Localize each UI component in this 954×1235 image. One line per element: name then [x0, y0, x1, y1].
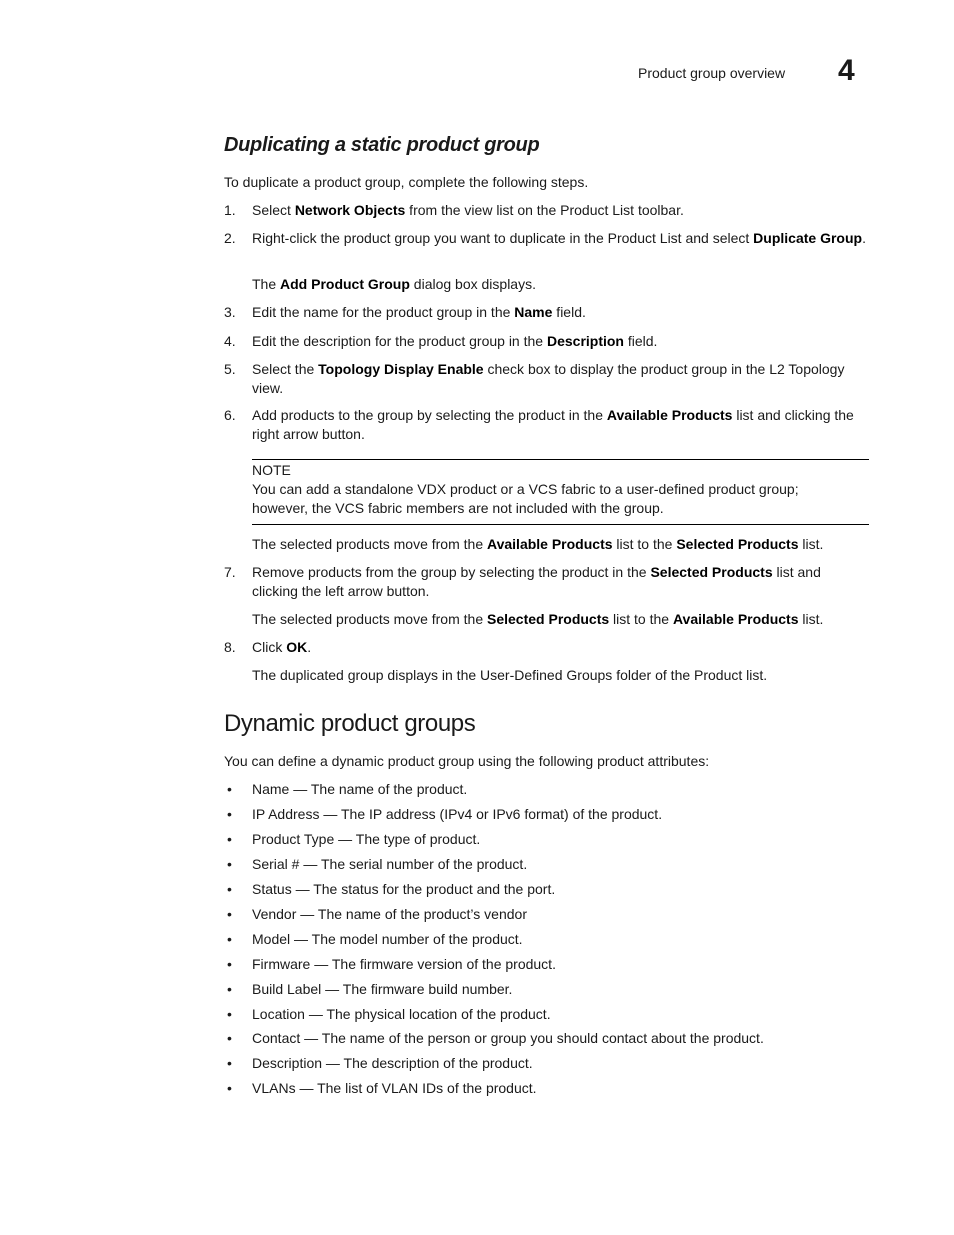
bullet-icon: •	[227, 906, 232, 922]
section-heading: Dynamic product groups	[224, 710, 476, 737]
bullet-icon: •	[227, 931, 232, 947]
step-number: 4.	[224, 333, 236, 349]
ui-term: Available Products	[672, 611, 799, 627]
bullet-icon: •	[227, 1030, 232, 1046]
ui-term: Topology Display Enable	[318, 361, 484, 377]
ui-term: Description	[546, 333, 624, 349]
ui-term: Available Products	[487, 536, 613, 552]
step-number: 7.	[224, 564, 236, 580]
ui-term: Selected Products	[487, 611, 610, 627]
step-text: Select the Topology Display Enable check box to display the product group in the L2 Topology view.	[252, 361, 845, 396]
step-text: Remove products from the group by selecting the product in the Selected Products list and clicking the left arrow button.	[252, 564, 821, 599]
note-text: You can add a standalone VDX product or a VCS fabric to a user-defined product group; however, the VCS fabric members are not included with the group.	[252, 481, 799, 516]
note-label: NOTE	[252, 462, 291, 478]
subsection-heading: Duplicating a static product group	[224, 134, 540, 156]
ui-term: Selected Products	[676, 536, 799, 552]
step-8-result: The duplicated group displays in the User-Defined Groups folder of the Product list.	[252, 667, 768, 683]
dynamic-intro: You can define a dynamic product group using the following product attributes:	[224, 753, 710, 769]
bullet-icon: •	[227, 1080, 232, 1096]
ui-term: Name	[514, 304, 553, 320]
ui-term: Network Objects	[294, 202, 406, 218]
bullet-icon: •	[227, 831, 232, 847]
step-7-result: The selected products move from the Selected Products list to the Available Products list.	[252, 611, 824, 627]
step-2-result: The Add Product Group dialog box displays.	[252, 276, 536, 292]
step-text: Click OK.	[252, 639, 312, 655]
step-number: 8.	[224, 639, 236, 655]
note-box	[252, 459, 869, 525]
step-number: 6.	[224, 407, 236, 423]
ui-term: Add Product Group	[280, 276, 410, 292]
running-header-title: Product group overview	[638, 65, 786, 81]
bullet-icon: •	[227, 981, 232, 997]
step-text: Select Network Objects from the view list on the Product List toolbar.	[252, 202, 684, 218]
step-text: Edit the name for the product group in the Name field.	[252, 304, 586, 320]
ui-term: Selected Products	[650, 564, 773, 580]
step-number: 2.	[224, 230, 236, 246]
bullet-icon: •	[227, 956, 232, 972]
step-6-result: The selected products move from the Available Products list to the Selected Products list.	[252, 536, 824, 552]
step-text: Edit the description for the product group in the Description field.	[252, 333, 658, 349]
step-text: Add products to the group by selecting the product in the Available Products list and clicking the right arrow button.	[252, 407, 854, 442]
step-number: 1.	[224, 202, 236, 218]
bullet-icon: •	[227, 806, 232, 822]
bullet-icon: •	[227, 781, 232, 797]
bullet-icon: •	[227, 1055, 232, 1071]
intro-paragraph: To duplicate a product group, complete the following steps.	[224, 174, 589, 190]
step-text: Right-click the product group you want to duplicate in the Product List and select Duplicate Group.	[252, 230, 866, 246]
step-number: 5.	[224, 361, 236, 377]
chapter-number: 4	[838, 54, 855, 87]
ui-term: Available Products	[606, 407, 733, 423]
step-number: 3.	[224, 304, 236, 320]
bullet-icon: •	[227, 1006, 232, 1022]
bullet-icon: •	[227, 856, 232, 872]
ui-term: OK	[286, 639, 308, 655]
bullet-icon: •	[227, 881, 232, 897]
ui-term: Duplicate Group	[753, 230, 863, 246]
